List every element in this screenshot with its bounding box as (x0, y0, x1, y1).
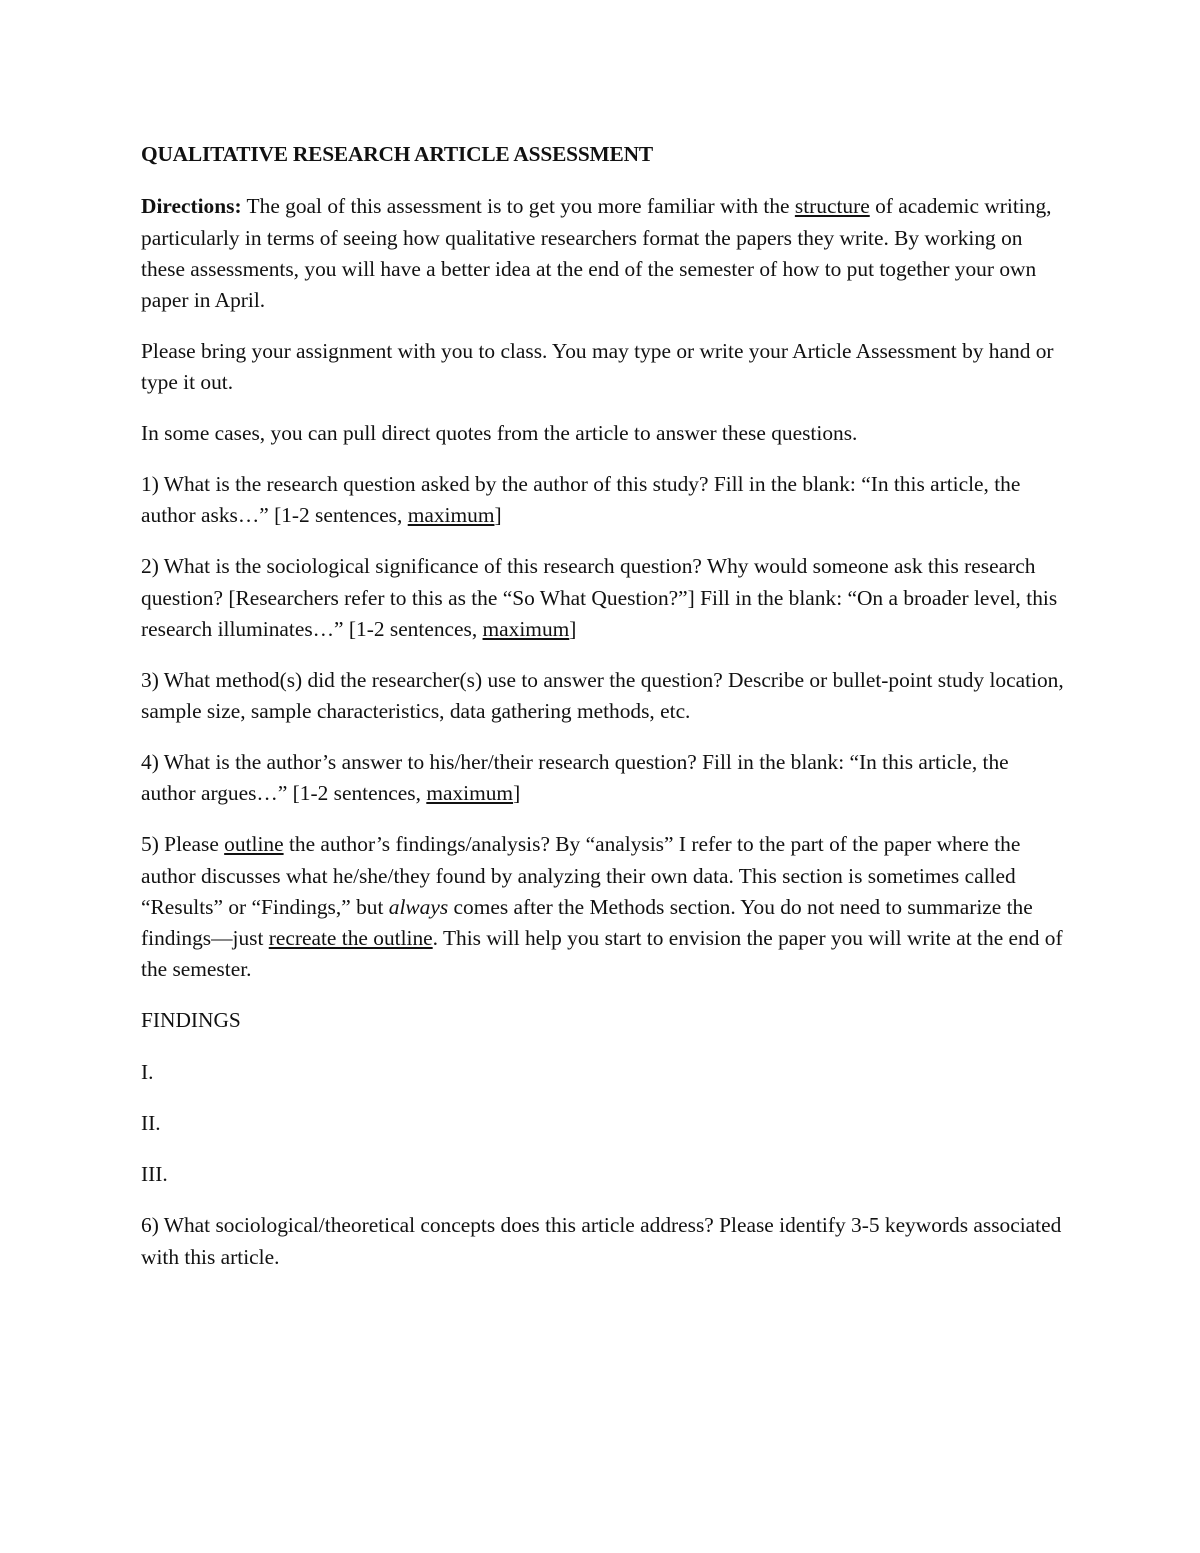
recreate-outline-emphasis: recreate the outline (268, 926, 433, 951)
bracket-close: ] (513, 781, 521, 806)
bracket-close: ] (494, 503, 502, 528)
question-4-text: 4) What is the author’s answer to his/her/their research question? Fill in the blank: “In this article, the author argues…” [1-2 sentences, (141, 750, 1009, 806)
maximum-emphasis: maximum (407, 503, 495, 528)
quotes-note-paragraph: In some cases, you can pull direct quotes from the article to answer these questions. (141, 421, 858, 446)
question-5-text-part: 5) Please (141, 832, 225, 857)
document-title: QUALITATIVE RESEARCH ARTICLE ASSESSMENT (141, 142, 653, 166)
bring-assignment-paragraph: Please bring your assignment with you to class. You may type or write your Article Assessment by hand or type it out. (141, 339, 1054, 395)
question-5-text-part: comes after the Methods section. You do not need to summarize the findings—just (141, 894, 1033, 951)
question-5-text-part: . This will help you start to envision the paper you will write at the end of the semester. (141, 926, 1063, 982)
directions-paragraph (141, 191, 1066, 316)
question-6: 6) What sociological/theoretical concepts does this article address? Please identify 3-5 keywords associated with this article. (141, 1213, 1062, 1269)
always-emphasis: always (388, 894, 449, 919)
document-page (141, 139, 1066, 1293)
question-4 (141, 747, 1066, 810)
question-5-text-part: the author’s findings/analysis? By “analysis” I refer to the part of the paper where the author discusses what he/she/they found by analyzing their own data. This section is sometimes called “Results” or “Findings,” but (141, 832, 1021, 919)
question-2 (141, 551, 1066, 645)
question-2-text: 2) What is the sociological significance of this research question? Why would someone ask this research question? [Researchers refer to this as the “So What Question?”] Fill in the blank: “On a broader level, this research illuminates…” [1-2 sentences, (141, 554, 1058, 641)
directions-text-part: of academic writing, particularly in terms of seeing how qualitative researchers format the papers they write. By working on these assessments, you will have a better idea at the end of the semester of how to put together your own paper in April. (141, 194, 1052, 313)
question-5 (141, 829, 1066, 985)
findings-heading: FINDINGS (141, 1008, 241, 1033)
findings-item-3: III. (141, 1162, 168, 1187)
question-1 (141, 469, 1066, 532)
findings-item-1: I. (141, 1059, 154, 1084)
question-1-text: 1) What is the research question asked by the author of this study? Fill in the blank: “In this article, the author asks…” [1-2 sentences, (141, 472, 1021, 528)
maximum-emphasis: maximum (482, 616, 570, 641)
bracket-close: ] (569, 616, 577, 641)
maximum-emphasis: maximum (426, 781, 514, 806)
directions-text-part: The goal of this assessment is to get you more familiar with the (241, 194, 795, 219)
structure-emphasis: structure (794, 194, 870, 219)
findings-item-2: II. (141, 1110, 161, 1135)
question-3: 3) What method(s) did the researcher(s) use to answer the question? Describe or bullet-point study location, sample size, sample characteristics, data gathering methods, etc. (141, 667, 1064, 724)
outline-emphasis: outline (224, 832, 284, 857)
directions-label: Directions: (141, 194, 242, 219)
